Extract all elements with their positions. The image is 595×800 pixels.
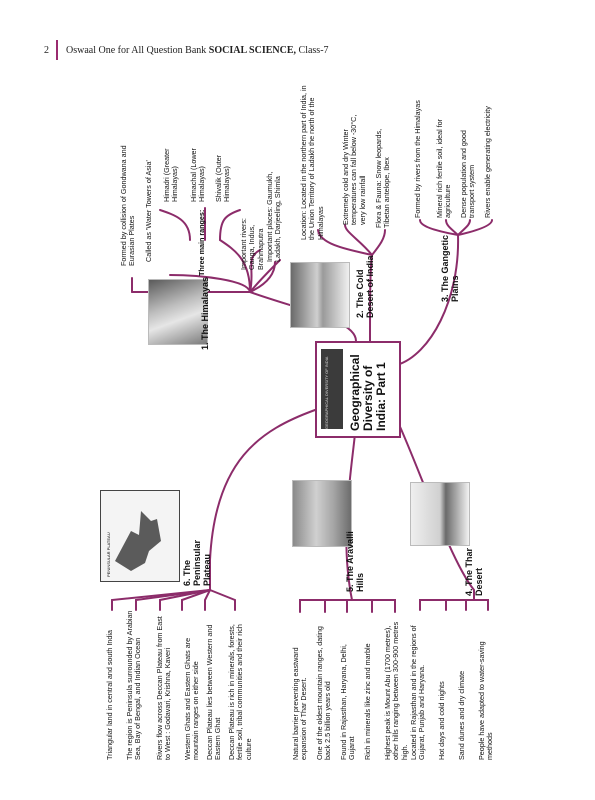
himalayas-title: 1. The Himalayas xyxy=(200,276,210,350)
peninsular-point: Rivers flow across Deccan Plateau from East to West : Godavari, Krishna, Kaveri xyxy=(155,616,173,760)
page-number: 2 xyxy=(44,45,49,56)
aravalli-point: Natural barrier preventing eastward expansion of Thar Desert. xyxy=(291,647,309,760)
himalayas-range: Himadri (Greater Himalayas) xyxy=(162,148,180,202)
gangetic-point: Formed by rivers from the Himalayas xyxy=(413,100,422,218)
center-topic-box xyxy=(315,341,401,438)
map-label: PENINSULAR PLATEAU xyxy=(106,532,111,577)
cold-desert-point: Flora & Fauna: Snow leopards, Tibetan antelope, Ibex xyxy=(374,128,392,228)
himalayas-point: Called as 'Water Towers of Asia' xyxy=(144,160,153,262)
aravalli-photo xyxy=(292,480,352,547)
cold-desert-point: Location: Located in the northern part of India, in the Union Territory of Ladakh the north of the Himalayas xyxy=(299,85,325,240)
gangetic-point: Mineral rich fertile soil, ideal for agriculture xyxy=(435,118,453,218)
thar-point: Sand dunes and dry climate xyxy=(457,670,466,760)
himalayas-ranges-label: Three main ranges: xyxy=(197,209,206,276)
header-brand: Oswaal One for All Question Bank xyxy=(66,45,207,56)
himalayas-point: Formed by collision of Gondwana and Eurasian Plates xyxy=(119,145,137,266)
himalayas-range: Himachal (Lower Himalayas) xyxy=(189,148,207,202)
aravalli-point: Rich in minerals like zinc and marble xyxy=(363,643,372,760)
peninsular-title: 6. The Peninsular Plateau xyxy=(182,539,212,586)
peninsular-point: Deccan Plateau is rich in minerals, forests, fertile soil, tribal communities and their rich culture xyxy=(227,624,253,760)
india-map-icon xyxy=(101,491,179,581)
header-subject: SOCIAL SCIENCE, xyxy=(208,45,297,56)
aravalli-point: Highest peak is Mount Abu (1700 metres), other hills ranging between 300-900 metres high. xyxy=(383,621,409,760)
book-label: GEOGRAPHICAL DIVERSITY OF INDIA xyxy=(324,356,329,429)
thar-point: People have adapted to water-saving methods xyxy=(477,641,495,760)
header-class: Class-7 xyxy=(298,45,329,56)
thar-point: Hot days and cold nights xyxy=(437,681,446,760)
himalayas-point: Important places: Gaumukh, Ladakh, Darjeeling, Shimla xyxy=(265,171,283,262)
peninsular-point: Deccan Plateau lies between Western and Eastern Ghat xyxy=(205,624,223,760)
peninsular-point: Triangular land in central and south India xyxy=(105,630,114,760)
thar-desert-photo xyxy=(410,482,470,546)
peninsular-point: Western Ghats and Eastern Ghats are mountain ranges on either side xyxy=(183,637,201,760)
aravalli-title: 5. The Aravalli Hills xyxy=(345,531,365,592)
peninsular-map xyxy=(100,490,180,582)
thar-point: Located in Rajasthan and in the regions of Gujarat, Punjab and Haryana. xyxy=(409,625,427,760)
cold-desert-point: Extremely cold and dry Winter temperatures can fall below -30°C, very low rainfall xyxy=(341,114,367,225)
peninsular-point: The region is Peninsula surrounded by Arabian Sea, Bay of Bengal, and Indian Ocean xyxy=(125,610,143,760)
himalayas-range: Shivalik (Outer Himalayas) xyxy=(214,154,232,202)
cold-desert-photo xyxy=(290,262,350,328)
aravalli-point: One of the oldest mountain ranges, dating back 2.5 billion years old xyxy=(315,626,333,760)
gangetic-point: Rivers enable generating electricity xyxy=(483,106,492,218)
himalayas-photo xyxy=(148,279,208,345)
center-title: Geographical Diversity of India: Part 1 xyxy=(348,354,388,431)
thar-title: 4. The Thar Desert xyxy=(464,547,484,596)
cold-desert-title: 2. The Cold Desert of India xyxy=(355,255,375,318)
gangetic-title: 3. The Gangetic Plains xyxy=(440,234,460,302)
himalayas-point: Important rivers: Ganga, Indus, Brahmaputra xyxy=(239,218,265,270)
gangetic-point: Dense population and good transport system xyxy=(459,130,477,218)
aravalli-point: Found in Rajasthan, Haryana, Delhi, Gujarat xyxy=(339,644,357,760)
